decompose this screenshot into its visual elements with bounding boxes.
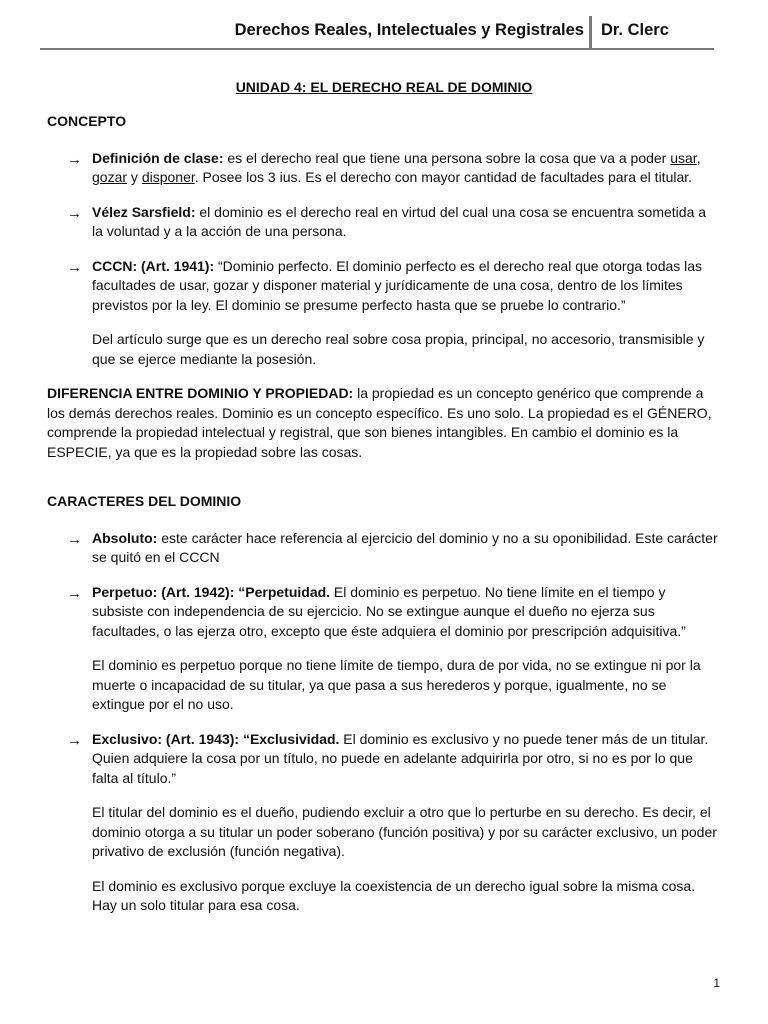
bullet-label: Absoluto: xyxy=(92,529,158,546)
paragraph-exclusivo-explicacion-2: El dominio es exclusivo porque excluye la coexistencia de un derecho igual sobre la misma cosa. Hay un solo titular para esa cosa. xyxy=(92,877,696,913)
term-disponer: disponer xyxy=(141,169,195,185)
bullet-label: Definición de clase: xyxy=(92,149,224,166)
arrow-right-icon: → xyxy=(67,258,82,276)
bullet-text: el dominio es el derecho real en virtud del cual una cosa se encuentra sometida a la voluntad y a la acción de una persona. xyxy=(92,203,707,239)
bullet-perpetuo xyxy=(47,583,719,642)
bullet-text: es el derecho real que tiene una persona sobre la cosa que va a poder xyxy=(223,149,671,166)
arrow-right-icon: → xyxy=(67,731,82,749)
paragraph-del-articulo: Del artículo surge que es un derecho real sobre cosa propia, principal, no accesorio, transmisible y que se ejerce mediante la posesión. xyxy=(92,331,705,367)
arrow-right-icon: → xyxy=(67,150,82,168)
paragraph-text: la propiedad es un concepto genérico que comprende a los demás derechos reales. Dominio es un concepto específico. Es uno solo. La propiedad es el GÉNERO, comprende la propiedad intelectual y registral, que son bienes intangibles. En cambio el dominio es la ESPECIE, ya que es la propiedad sobre las cosas. xyxy=(47,385,712,460)
bullet-absoluto xyxy=(47,529,719,568)
paragraph-diferencia xyxy=(47,384,719,462)
document-body xyxy=(47,112,719,931)
bullet-text: El dominio es exclusivo y no puede tener más de un titular. Quien adquiere la cosa por un título, no puede en adelante adquirirla por otro, si no es por lo que falta al título.” xyxy=(92,730,709,786)
bullet-label: Vélez Sarsfield: xyxy=(92,203,196,220)
bullet-text: este carácter hace referencia al ejercicio del dominio y no a su oponibilidad. Este carácter se quitó en el CCCN xyxy=(92,529,718,565)
bullet-definicion-de-clase: → Definición de clase: es el derecho real que tiene una persona sobre la cosa que va a poder usar, gozar y disponer. Posee los 3 ius. Es el derecho con mayor cantidad de facultades para el titular. xyxy=(67,149,701,185)
author-name: Dr. Clerc xyxy=(601,21,669,39)
unit-title: UNIDAD 4: EL DERECHO REAL DE DOMINIO xyxy=(235,79,533,95)
heading-concepto: CONCEPTO xyxy=(47,113,127,129)
heading-caracteres: CARACTERES DEL DOMINIO xyxy=(47,493,242,509)
arrow-right-icon: → xyxy=(67,530,82,548)
term-usar: usar xyxy=(670,149,697,166)
bullet-text: “Dominio perfecto. El dominio perfecto es el derecho real que otorga todas las facultades de usar, gozar y disponer material y jurídicamente de una cosa, dentro de los límites previstos por la ley. El dominio se presume perfecto hasta que se pruebe lo contrario.” xyxy=(92,257,703,313)
bullet-velez-sarsfield xyxy=(47,203,719,242)
course-title: Derechos Reales, Intelectuales y Registrales xyxy=(234,21,584,39)
bullet-label: Perpetuo: (Art. 1942): “Perpetuidad. xyxy=(92,583,331,600)
term-gozar: gozar xyxy=(92,169,128,185)
arrow-right-icon: → xyxy=(67,584,82,602)
bullet-cccn-art-1941 xyxy=(47,257,719,316)
paragraph-perpetuo-explicacion: El dominio es perpetuo porque no tiene límite de tiempo, dura de por vida, no se extingue ni por la muerte o incapacidad de su titular, ya que pasa a sus herederos y porque, igualmente, no se extingue por el no uso. xyxy=(92,657,701,712)
page-header xyxy=(40,14,714,50)
arrow-right-icon: → xyxy=(67,204,82,222)
bullet-exclusivo xyxy=(47,730,719,789)
bullet-text: El dominio es perpetuo. No tiene límite en el tiempo y subsiste con independencia de su ejercicio. No se extingue aunque el dueño no ejerza sus facultades, o las ejerza otro, excepto que éste adquiera el dominio por prescripción adquisitiva.” xyxy=(92,583,686,639)
paragraph-exclusivo-explicacion-1: El titular del dominio es el dueño, pudiendo excluir a otro que lo perturbe en su derecho. Es decir, el dominio otorga a su titular un poder soberano (función positiva) y por su carácter exclusivo, un poder privativo de exclusión (función negativa). xyxy=(92,804,717,859)
header-separator xyxy=(589,16,592,48)
paragraph-label: DIFERENCIA ENTRE DOMINIO Y PROPIEDAD: xyxy=(47,385,354,401)
bullet-label: Exclusivo: (Art. 1943): “Exclusividad. xyxy=(92,730,340,747)
bullet-label: CCCN: (Art. 1941): xyxy=(92,257,215,274)
bullet-text: . Posee los 3 ius. Es el derecho con mayor cantidad de facultades para el titular. xyxy=(194,169,693,185)
page-number: 1 xyxy=(713,976,720,990)
